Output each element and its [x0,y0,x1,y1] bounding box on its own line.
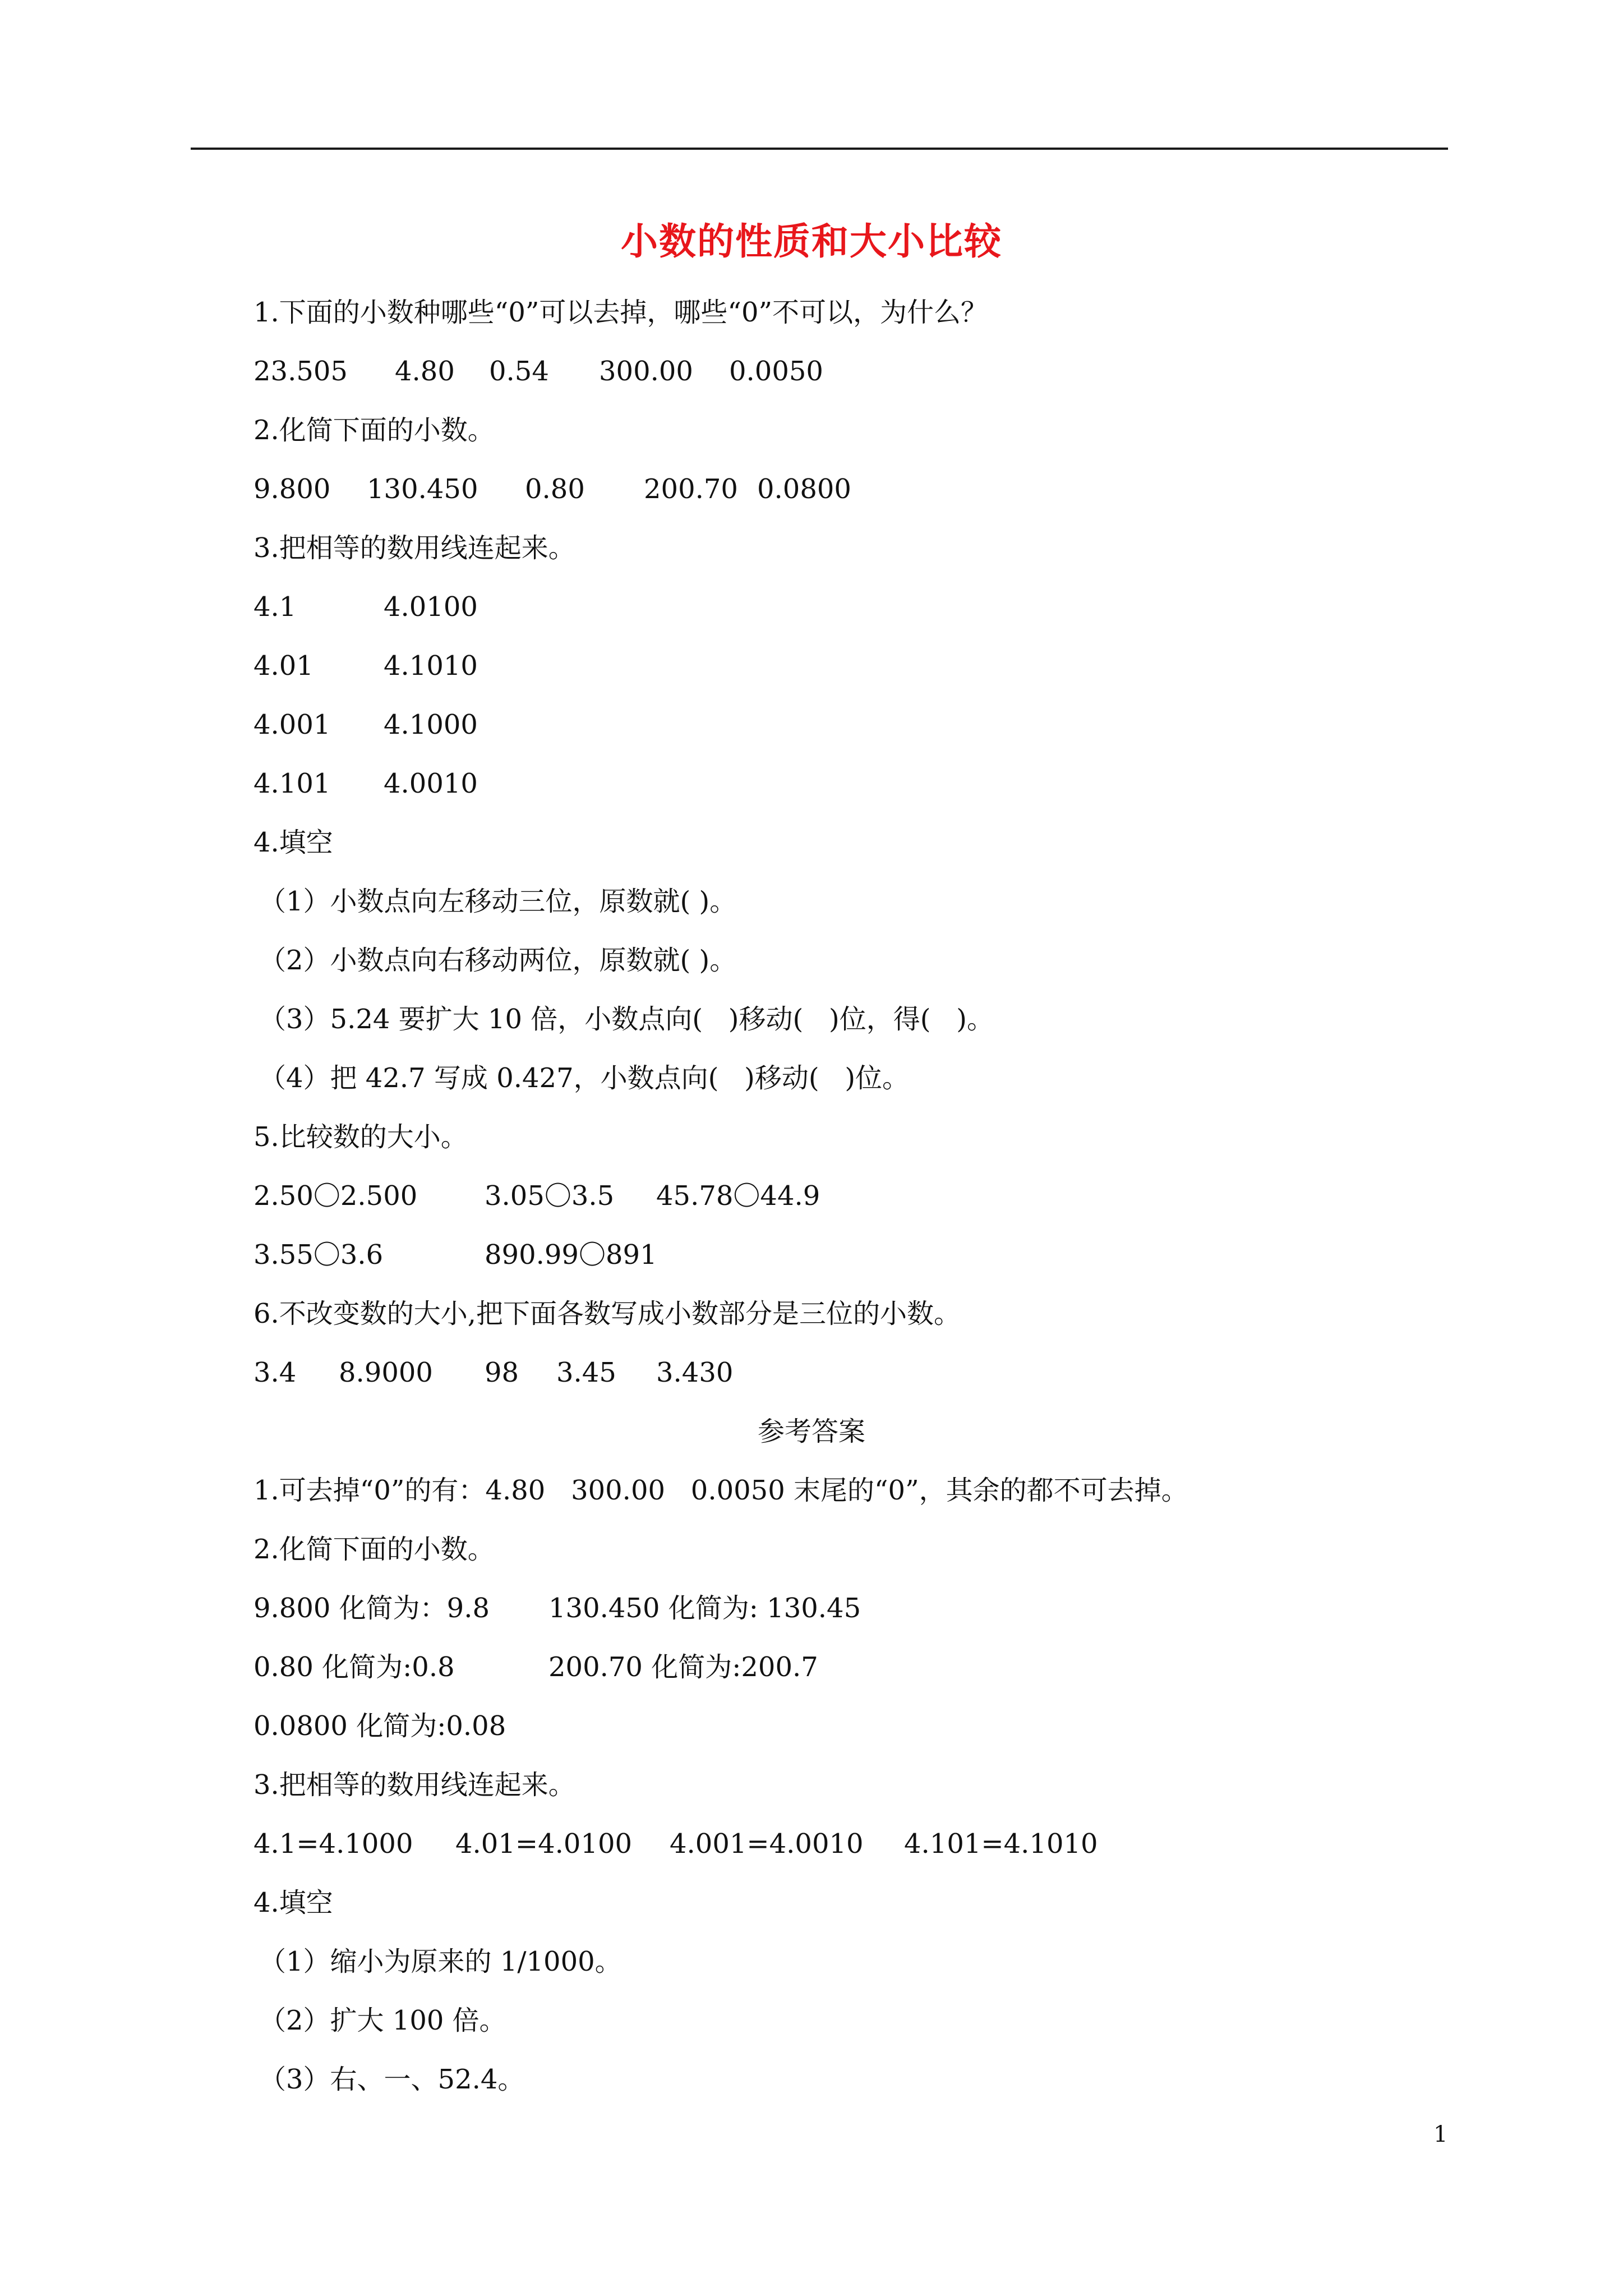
match-right: 4.0100 [384,591,478,623]
answer-2-row: 0.0800 化简为:0.08 [253,1710,506,1742]
answer-4-item: （1）缩小为原来的 1/1000。 [259,1946,622,1977]
page-number: 1 [1433,2122,1448,2147]
number-item: 0.80 [525,473,585,505]
answers-heading: 参考答案 [757,1416,865,1447]
number-item: 3.4 [253,1357,297,1388]
match-right: 4.1000 [384,709,478,740]
match-left: 4.101 [253,768,331,799]
number-item: 3.430 [656,1357,734,1388]
compare-item: 2.50〇2.500 [253,1180,418,1212]
header-rule [191,148,1448,150]
answer-item: 200.70 化简为:200.7 [548,1651,818,1683]
answer-4-item: （3）右、一、52.4。 [259,2064,525,2095]
question-4-prompt: 4.填空 [253,827,333,858]
compare-item: 45.78〇44.9 [656,1180,820,1212]
number-item: 8.9000 [339,1357,433,1388]
answer-item: 130.450 化简为: 130.45 [548,1593,861,1624]
match-left: 4.1 [253,591,297,623]
compare-item: 3.05〇3.5 [485,1180,615,1212]
number-item: 130.450 [367,473,478,505]
answer-1: 1.可去掉“0”的有：4.80 300.00 0.0050 末尾的“0”，其余的都不可去掉。 [253,1475,1188,1506]
number-item: 0.54 [489,356,549,387]
answer-item: 4.1=4.1000 [253,1828,413,1860]
number-item: 9.800 [253,473,331,505]
fill-blank-item: （4）把 42.7 写成 0.427，小数点向( )移动( )位。 [259,1062,910,1094]
answer-4-prompt: 4.填空 [253,1887,333,1918]
answer-3-prompt: 3.把相等的数用线连起来。 [253,1769,575,1801]
match-right: 4.0010 [384,768,478,799]
answer-item: 4.001=4.0010 [670,1828,864,1860]
question-3-prompt: 3.把相等的数用线连起来。 [253,532,575,564]
match-left: 4.01 [253,650,313,682]
number-item: 200.70 [644,473,738,505]
number-item: 23.505 [253,356,348,387]
number-item: 300.00 [599,356,693,387]
answer-item: 9.800 化简为：9.8 [253,1593,490,1624]
compare-item: 890.99〇891 [485,1239,657,1271]
question-6-prompt: 6.不改变数的大小,把下面各数写成小数部分是三位的小数。 [253,1298,961,1329]
answer-item: 4.01=4.0100 [455,1828,633,1860]
question-1-prompt: 1.下面的小数种哪些“0”可以去掉，哪些“0”不可以，为什么？ [253,297,988,328]
number-item: 0.0050 [729,356,823,387]
match-right: 4.1010 [384,650,478,682]
match-left: 4.001 [253,709,331,740]
page-title: 小数的性质和大小比较 [621,219,1002,263]
question-5-prompt: 5.比较数的大小。 [253,1121,468,1153]
number-item: 4.80 [395,356,455,387]
fill-blank-item: （3）5.24 要扩大 10 倍，小数点向( )移动( )位，得( )。 [259,1004,994,1035]
fill-blank-item: （1）小数点向左移动三位，原数就( )。 [259,886,737,917]
number-item: 0.0800 [757,473,851,505]
number-item: 98 [485,1357,519,1388]
answer-item: 0.80 化简为:0.8 [253,1651,455,1683]
fill-blank-item: （2）小数点向右移动两位，原数就( )。 [259,945,737,976]
question-2-prompt: 2.化简下面的小数。 [253,415,495,446]
number-item: 3.45 [556,1357,616,1388]
answer-4-item: （2）扩大 100 倍。 [259,2005,506,2036]
compare-item: 3.55〇3.6 [253,1239,384,1271]
answer-2-prompt: 2.化简下面的小数。 [253,1534,495,1565]
answer-item: 4.101=4.1010 [904,1828,1098,1860]
